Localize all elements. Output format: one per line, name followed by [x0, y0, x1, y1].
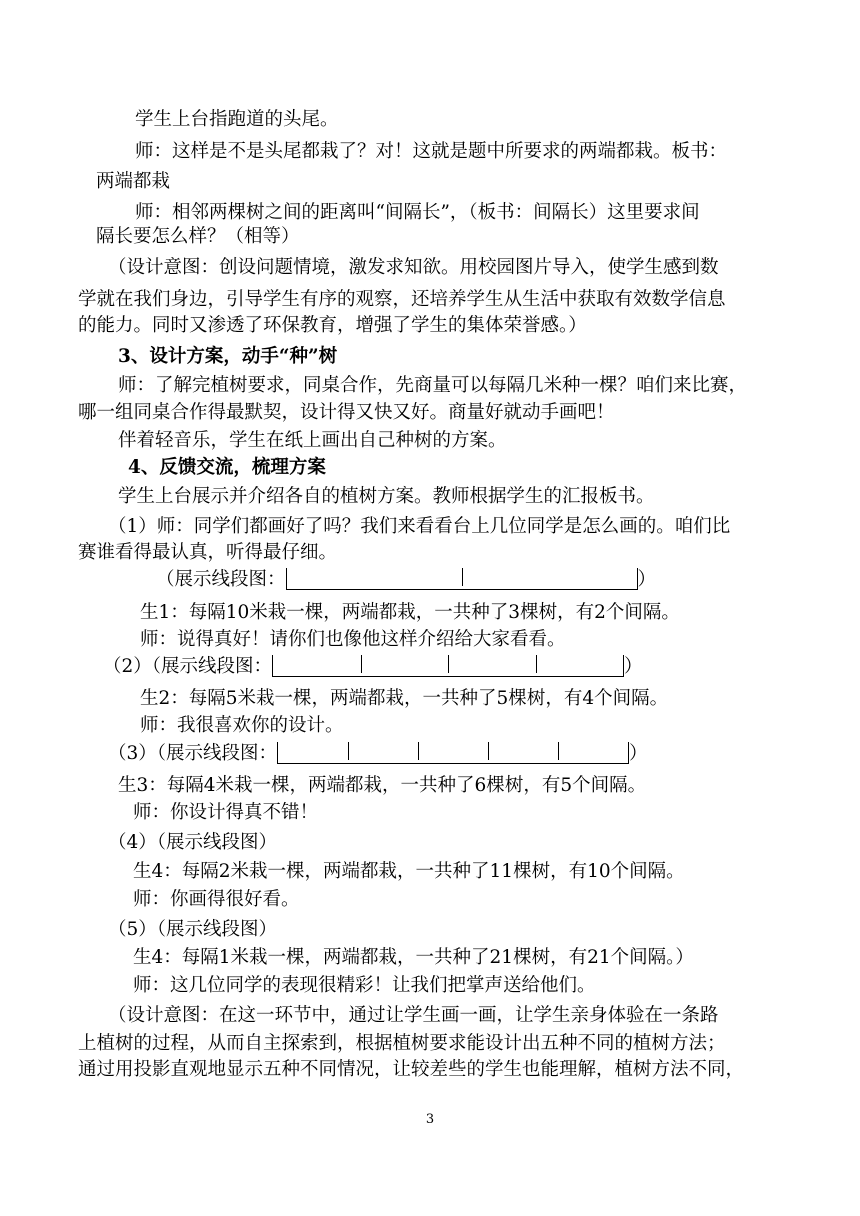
line-7: 的能力。同时又渗透了环保教育，增强了学生的集体荣誉感。）: [78, 315, 587, 336]
tree-tick: [536, 655, 537, 673]
diagram-suffix: ）: [624, 656, 643, 677]
diagram-suffix: ）: [629, 743, 648, 764]
line-6: 学就在我们身边，引导学生有序的观察，还培养学生从生活中获取有效数学信息: [78, 289, 726, 310]
section-heading-3: 3、设计方案，动手“种”树: [118, 346, 338, 367]
segment-diagram-1: [286, 568, 638, 590]
line-24: 师：你画得很好看。: [133, 889, 300, 910]
page-number: 3: [425, 1112, 435, 1127]
line-18: 生2：每隔5米栽一棵，两端都栽，一共种了5棵树，有4个间隔。: [140, 688, 669, 709]
line-4: 隔长要怎么样？（相等）: [96, 226, 300, 247]
line-5: （设计意图：创设问题情境，激发求知欲。用校园图片导入，使学生感到数: [108, 257, 719, 278]
diagram-suffix: ）: [637, 569, 657, 590]
diagram-line-2: [103, 655, 643, 679]
line-23: 生4：每隔2米栽一棵，两端都栽，一共种了11棵树，有10个间隔。: [133, 861, 685, 882]
line-30: 通过用投影直观地显示五种不同情况，让较差些的学生也能理解，植树方法不同，: [78, 1059, 745, 1080]
diagram-prefix: （展示线段图：: [156, 569, 286, 590]
line-16: 生1：每隔10米栽一棵，两端都栽，一共种了3棵树，有2个间隔。: [140, 602, 680, 623]
line-1: 师：这样是不是头尾都栽了？对！这就是题中所要求的两端都栽。板书：: [135, 141, 728, 162]
segment-diagram-3: [277, 742, 629, 764]
line-9: 师：了解完植树要求，同桌合作，先商量可以每隔几米种一棵？咱们来比赛，: [118, 375, 748, 396]
line-3: 师：相邻两棵树之间的距离叫“间隔长”，（板书：间隔长）这里要求间: [135, 202, 700, 223]
diagram-line-1: [156, 568, 656, 592]
line-14: （1）师：同学们都画好了吗？我们来看看台上几位同学是怎么画的。咱们比: [108, 516, 731, 537]
tree-tick: [361, 655, 362, 673]
tree-tick: [418, 742, 419, 760]
line-13: 学生上台展示并介绍各自的植树方案。教师根据学生的汇报板书。: [118, 486, 655, 507]
line-11: 伴着轻音乐，学生在纸上画出自己种树的方案。: [118, 430, 507, 451]
tree-tick: [462, 568, 463, 586]
segment-diagram-2: [272, 655, 624, 677]
line-19: 师：我很喜欢你的设计。: [140, 715, 344, 736]
tree-tick: [448, 655, 449, 673]
line-26: 生4：每隔1米栽一棵，两端都栽，一共种了21棵树，有21个间隔。）: [133, 947, 694, 968]
line-2: 两端都栽: [96, 171, 171, 192]
line-20: 生3：每隔4米栽一棵，两端都栽，一共种了6棵树，有5个间隔。: [118, 775, 647, 796]
line-28: （设计意图：在这一环节中，通过让学生画一画，让学生亲身体验在一条路: [108, 1005, 719, 1026]
tree-tick: [488, 742, 489, 760]
line-25: （5）（展示线段图）: [108, 919, 278, 940]
line-10: 哪一组同桌合作得最默契，设计得又快又好。商量好就动手画吧！: [78, 402, 615, 423]
section-heading-4: 4、反馈交流，梳理方案: [128, 457, 326, 478]
line-21: 师：你设计得真不错！: [133, 802, 319, 823]
line-22: （4）（展示线段图）: [108, 832, 278, 853]
line-27: 师：这几位同学的表现很精彩！让我们把掌声送给他们。: [133, 975, 596, 996]
line-15: 赛谁看得最认真，听得最仔细。: [78, 542, 338, 563]
diagram-prefix: （2）（展示线段图：: [103, 656, 273, 677]
diagram-prefix: （3）（展示线段图：: [108, 743, 278, 764]
tree-tick: [558, 742, 559, 760]
line-29: 上植树的过程，从而自主探索到，根据植树要求能设计出五种不同的植树方法；: [78, 1033, 726, 1054]
line-0: 学生上台指跑道的头尾。: [135, 109, 339, 130]
line-17: 师：说得真好！请你们也像他这样介绍给大家看看。: [140, 629, 566, 650]
diagram-line-3: [108, 742, 648, 766]
tree-tick: [348, 742, 349, 760]
